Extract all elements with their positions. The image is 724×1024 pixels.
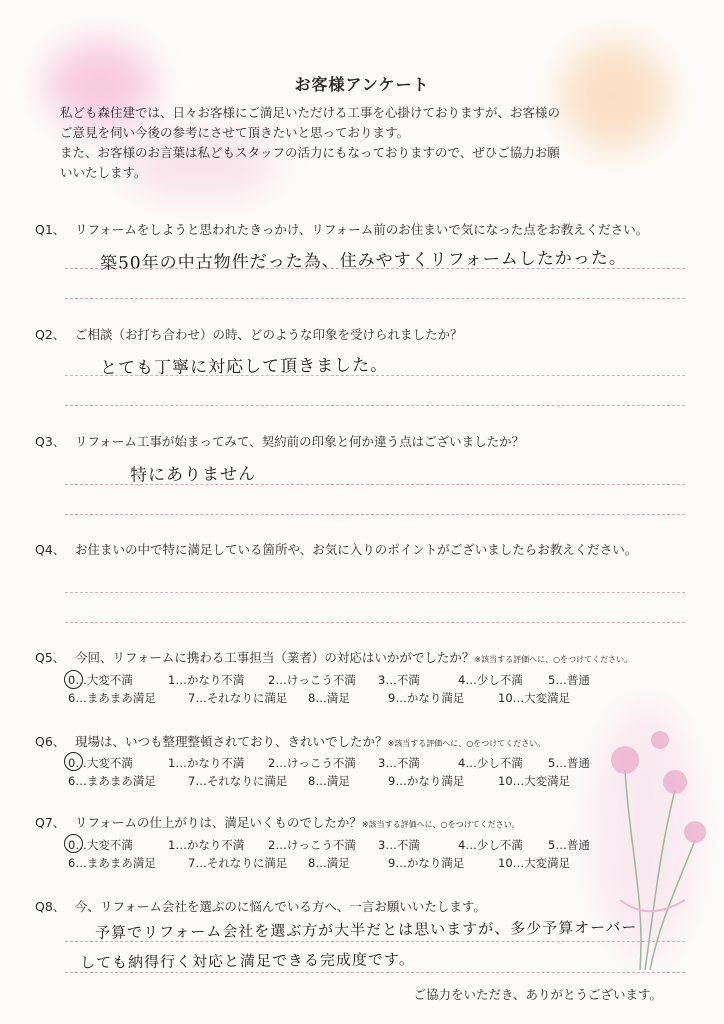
answer-line [65, 484, 685, 485]
rating-scale-row1 [68, 672, 628, 688]
rating-option-0[interactable]: 0…大変不満 [68, 756, 133, 770]
rating-option-6[interactable]: 6…まあまあ満足 [68, 691, 156, 705]
rating-option-8[interactable]: 8…満足 [308, 691, 350, 705]
rating-option-10[interactable]: 10…大変満足 [498, 774, 571, 788]
rating-option-5[interactable]: 5…普通 [548, 756, 590, 770]
answer-line [65, 375, 685, 376]
rating-option-2[interactable]: 2…けっこう不満 [268, 673, 356, 687]
question-number: Q2、 [35, 327, 66, 342]
question-number: Q4、 [35, 542, 66, 557]
rating-option-5[interactable]: 5…普通 [548, 838, 590, 852]
question-8 [35, 897, 695, 915]
rating-option-1[interactable]: 1…かなり不満 [168, 756, 245, 770]
rating-option-9[interactable]: 9…かなり満足 [388, 691, 465, 705]
rating-option-1[interactable]: 1…かなり不満 [168, 673, 245, 687]
answer-2: とても丁寧に対応して頂きました。 [99, 355, 389, 379]
rating-option-3[interactable]: 3…不満 [378, 756, 420, 770]
rating-option-0[interactable]: 0…大変不満 [68, 838, 133, 852]
question-7 [35, 813, 695, 831]
rating-option-3[interactable]: 3…不満 [378, 838, 420, 852]
rating-option-7[interactable]: 7…それなりに満足 [188, 691, 288, 705]
question-text: 今回、リフォームに携わる工事担当（業者）の対応はいかがでしたか？ [75, 650, 475, 665]
rating-option-7[interactable]: 7…それなりに満足 [188, 774, 288, 788]
rating-option-10[interactable]: 10…大変満足 [498, 856, 571, 870]
closing-text: ご協力をいただき、ありがとうございます。 [413, 987, 662, 1002]
question-text: リフォームの仕上がりは、満足いくものでしたか？ [75, 815, 362, 830]
intro-text [60, 103, 680, 183]
rating-scale-row1 [68, 755, 628, 771]
rating-option-3[interactable]: 3…不満 [378, 673, 420, 687]
question-text: リフォームをしようと思われたきっかけ、リフォーム前のお住まいで気になった点をお教えください。 [75, 222, 649, 237]
rating-option-4[interactable]: 4…少し不満 [458, 673, 523, 687]
question-5 [35, 648, 695, 666]
rating-scale-row2 [68, 855, 628, 871]
answer-line [65, 592, 685, 593]
answer-line [65, 514, 685, 515]
question-6 [35, 732, 695, 750]
answer-line [65, 972, 685, 973]
question-text: リフォーム工事が始まってみて、契約前の印象と何か違う点はございましたか？ [75, 434, 525, 449]
question-2 [35, 325, 695, 343]
question-number: Q3、 [35, 434, 66, 449]
question-1 [35, 220, 695, 238]
rating-option-4[interactable]: 4…少し不満 [458, 838, 523, 852]
answer-8-line2: しても納得行く対応と満足できる完成度です。 [79, 950, 415, 972]
rating-option-8[interactable]: 8…満足 [308, 856, 350, 870]
question-note: ※該当する評価へに、○をつけてください。 [387, 739, 546, 748]
question-text: 現場は、いつも整理整頓されており、きれいでしたか？ [75, 734, 388, 749]
rating-option-6[interactable]: 6…まあまあ満足 [68, 856, 156, 870]
intro-line: 私ども森住建では、日々お客様にご満足いただける工事を心掛けておりますが、お客様の [60, 105, 561, 120]
answer-line [65, 298, 685, 299]
rating-option-1[interactable]: 1…かなり不満 [168, 838, 245, 852]
question-text: ご相談（お打ち合わせ）の時、どのような印象を受けられましたか？ [75, 327, 463, 342]
intro-line: また、お客様のお言葉は私どもスタッフの活力にもなっておりますので、ぜひご協力お願 [60, 145, 560, 160]
rating-option-8[interactable]: 8…満足 [308, 774, 350, 788]
answer-line [65, 941, 685, 942]
question-number: Q5、 [35, 650, 66, 665]
answer-3: 特にありません [129, 464, 257, 486]
page-title: お客様アンケート [294, 75, 430, 94]
answer-line [65, 405, 685, 406]
rating-scale-row2 [68, 773, 628, 789]
question-4 [35, 540, 695, 558]
intro-line: ご意見を伺い今後の参考にさせて頂きたいと思っております。 [60, 125, 410, 140]
question-note: ※該当する評価へに、○をつけてください。 [474, 655, 633, 664]
rating-option-0[interactable]: 0…大変不満 [68, 673, 133, 687]
question-3 [35, 432, 695, 450]
question-text: 今、リフォーム会社を選ぶのに悩んでいる方へ、一言お願いいたします。 [75, 899, 486, 914]
rating-option-4[interactable]: 4…少し不満 [458, 756, 523, 770]
answer-8-line1: 予算でリフォーム会社を選ぶ方が大半だとは思いますが、多少予算オーバー [94, 918, 638, 942]
question-text: お住まいの中で特に満足している箇所や、お気に入りのポイントがございましたらお教えください。 [75, 542, 638, 557]
question-number: Q7、 [35, 815, 66, 830]
rating-option-6[interactable]: 6…まあまあ満足 [68, 774, 156, 788]
rating-option-9[interactable]: 9…かなり満足 [388, 774, 465, 788]
rating-option-2[interactable]: 2…けっこう不満 [268, 756, 356, 770]
rating-option-7[interactable]: 7…それなりに満足 [188, 856, 288, 870]
rating-scale-row1 [68, 837, 628, 853]
answer-line [65, 268, 685, 269]
rating-scale-row2 [68, 690, 628, 706]
rating-option-2[interactable]: 2…けっこう不満 [268, 838, 356, 852]
rating-option-5[interactable]: 5…普通 [548, 673, 590, 687]
rating-option-10[interactable]: 10…大変満足 [498, 691, 571, 705]
question-note: ※該当する評価へに、○をつけてください。 [361, 820, 520, 829]
question-number: Q8、 [35, 899, 66, 914]
answer-1: 築50年の中古物件だった為、住みやすくリフォームしたかった。 [99, 248, 627, 274]
question-number: Q6、 [35, 734, 66, 749]
rating-option-9[interactable]: 9…かなり満足 [388, 856, 465, 870]
answer-line [65, 622, 685, 623]
question-number: Q1、 [35, 222, 66, 237]
intro-line: いいたします。 [60, 165, 147, 180]
